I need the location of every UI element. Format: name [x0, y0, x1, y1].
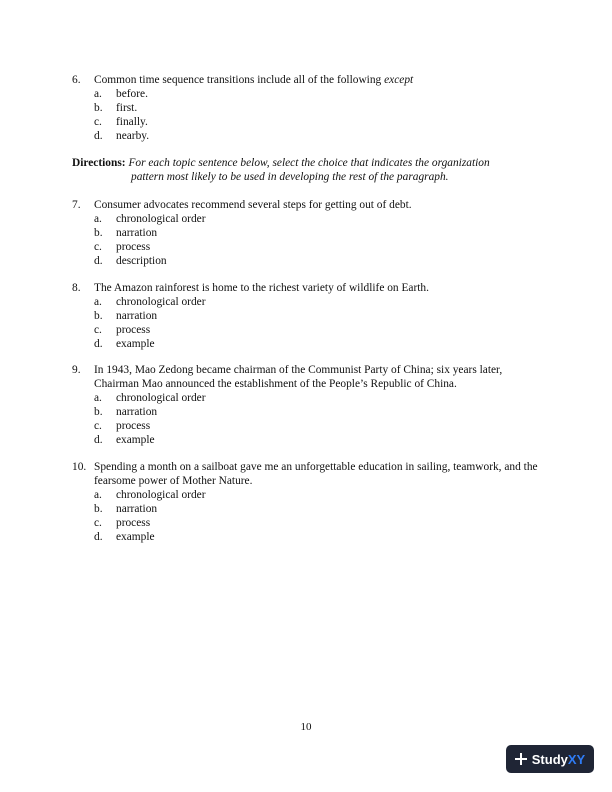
choice-letter: a. [94, 296, 102, 308]
directions [72, 156, 542, 184]
question-text: Common time sequence transitions include all of the following [94, 74, 385, 86]
choice-letter: b. [94, 310, 103, 322]
question-text: In 1943, Mao Zedong became chairman of the Communist Party of China; six years later, Chairman Mao announced the establishment of the People’s Republic of China. [94, 364, 503, 390]
choice-c [72, 240, 542, 254]
choice-letter: a. [94, 489, 102, 501]
directions-label: Directions: [72, 157, 126, 169]
choice-b [72, 502, 542, 516]
choice-c [72, 419, 542, 433]
choice-letter: c. [94, 324, 102, 336]
choice-b [72, 405, 542, 419]
directions-line-2: pattern most likely to be used in developing the rest of the paragraph. [131, 171, 449, 183]
question-number: 7. [72, 199, 81, 211]
choice-a [72, 391, 542, 405]
plus-icon [515, 753, 527, 765]
choice-text: description [116, 255, 167, 267]
choice-d [72, 337, 542, 351]
choice-b [72, 226, 542, 240]
question-number: 10. [72, 461, 87, 473]
choice-letter: a. [94, 392, 102, 404]
choice-text: process [116, 517, 151, 529]
choice-text: example [116, 434, 155, 446]
choice-c [72, 115, 542, 129]
choice-d [72, 530, 542, 544]
choice-letter: b. [94, 102, 103, 114]
question-text: The Amazon rainforest is home to the richest variety of wildlife on Earth. [94, 282, 429, 294]
question-stem [72, 460, 542, 488]
choice-text: process [116, 420, 151, 432]
choice-text: chronological order [116, 296, 206, 308]
choice-text: narration [116, 227, 158, 239]
question-stem [72, 198, 542, 212]
choice-d [72, 254, 542, 268]
choice-text: process [116, 241, 151, 253]
choice-letter: d. [94, 255, 103, 267]
choice-letter: d. [94, 130, 103, 142]
choice-a [72, 488, 542, 502]
choice-b [72, 309, 542, 323]
choice-text: narration [116, 310, 158, 322]
choice-a [72, 212, 542, 226]
question-6 [72, 73, 542, 143]
choice-a [72, 87, 542, 101]
question-7 [72, 198, 542, 268]
question-stem [72, 73, 542, 87]
choice-d [72, 129, 542, 143]
choice-text: example [116, 338, 155, 350]
choice-letter: c. [94, 116, 102, 128]
studyxy-badge[interactable] [506, 745, 594, 773]
question-text: Spending a month on a sailboat gave me an unforgettable education in sailing, teamwork, and the fearsome power of Mother Nature. [94, 461, 538, 487]
choice-letter: b. [94, 406, 103, 418]
question-text: Consumer advocates recommend several steps for getting out of debt. [94, 199, 412, 211]
question-number: 9. [72, 364, 81, 376]
choice-letter: c. [94, 420, 102, 432]
directions-line-1: For each topic sentence below, select the choice that indicates the organization [128, 157, 490, 169]
choice-letter: c. [94, 517, 102, 529]
choice-text: narration [116, 503, 158, 515]
question-emphasis: except [384, 74, 414, 86]
choice-c [72, 516, 542, 530]
question-stem [72, 281, 542, 295]
question-9 [72, 363, 542, 447]
question-8 [72, 281, 542, 351]
choice-letter: b. [94, 503, 103, 515]
question-number: 8. [72, 282, 81, 294]
choice-text: example [116, 531, 155, 543]
choice-letter: d. [94, 531, 103, 543]
choice-a [72, 295, 542, 309]
choice-d [72, 433, 542, 447]
choice-letter: d. [94, 434, 103, 446]
question-number: 6. [72, 74, 81, 86]
choice-text: chronological order [116, 213, 206, 225]
question-10 [72, 460, 542, 544]
choice-text: narration [116, 406, 158, 418]
choice-text: chronological order [116, 392, 206, 404]
choice-text: finally. [116, 116, 148, 128]
badge-text-xy: XY [567, 751, 586, 767]
choice-letter: b. [94, 227, 103, 239]
choice-b [72, 101, 542, 115]
choice-c [72, 323, 542, 337]
choice-text: before. [116, 88, 148, 100]
choice-letter: a. [94, 213, 102, 225]
choice-letter: a. [94, 88, 102, 100]
choice-text: nearby. [116, 130, 150, 142]
choice-letter: d. [94, 338, 103, 350]
choice-text: first. [116, 102, 138, 114]
choice-text: chronological order [116, 489, 206, 501]
page-number: 10 [300, 721, 312, 733]
question-stem [72, 363, 542, 391]
badge-text-study: Study [531, 751, 568, 767]
choice-letter: c. [94, 241, 102, 253]
choice-text: process [116, 324, 151, 336]
